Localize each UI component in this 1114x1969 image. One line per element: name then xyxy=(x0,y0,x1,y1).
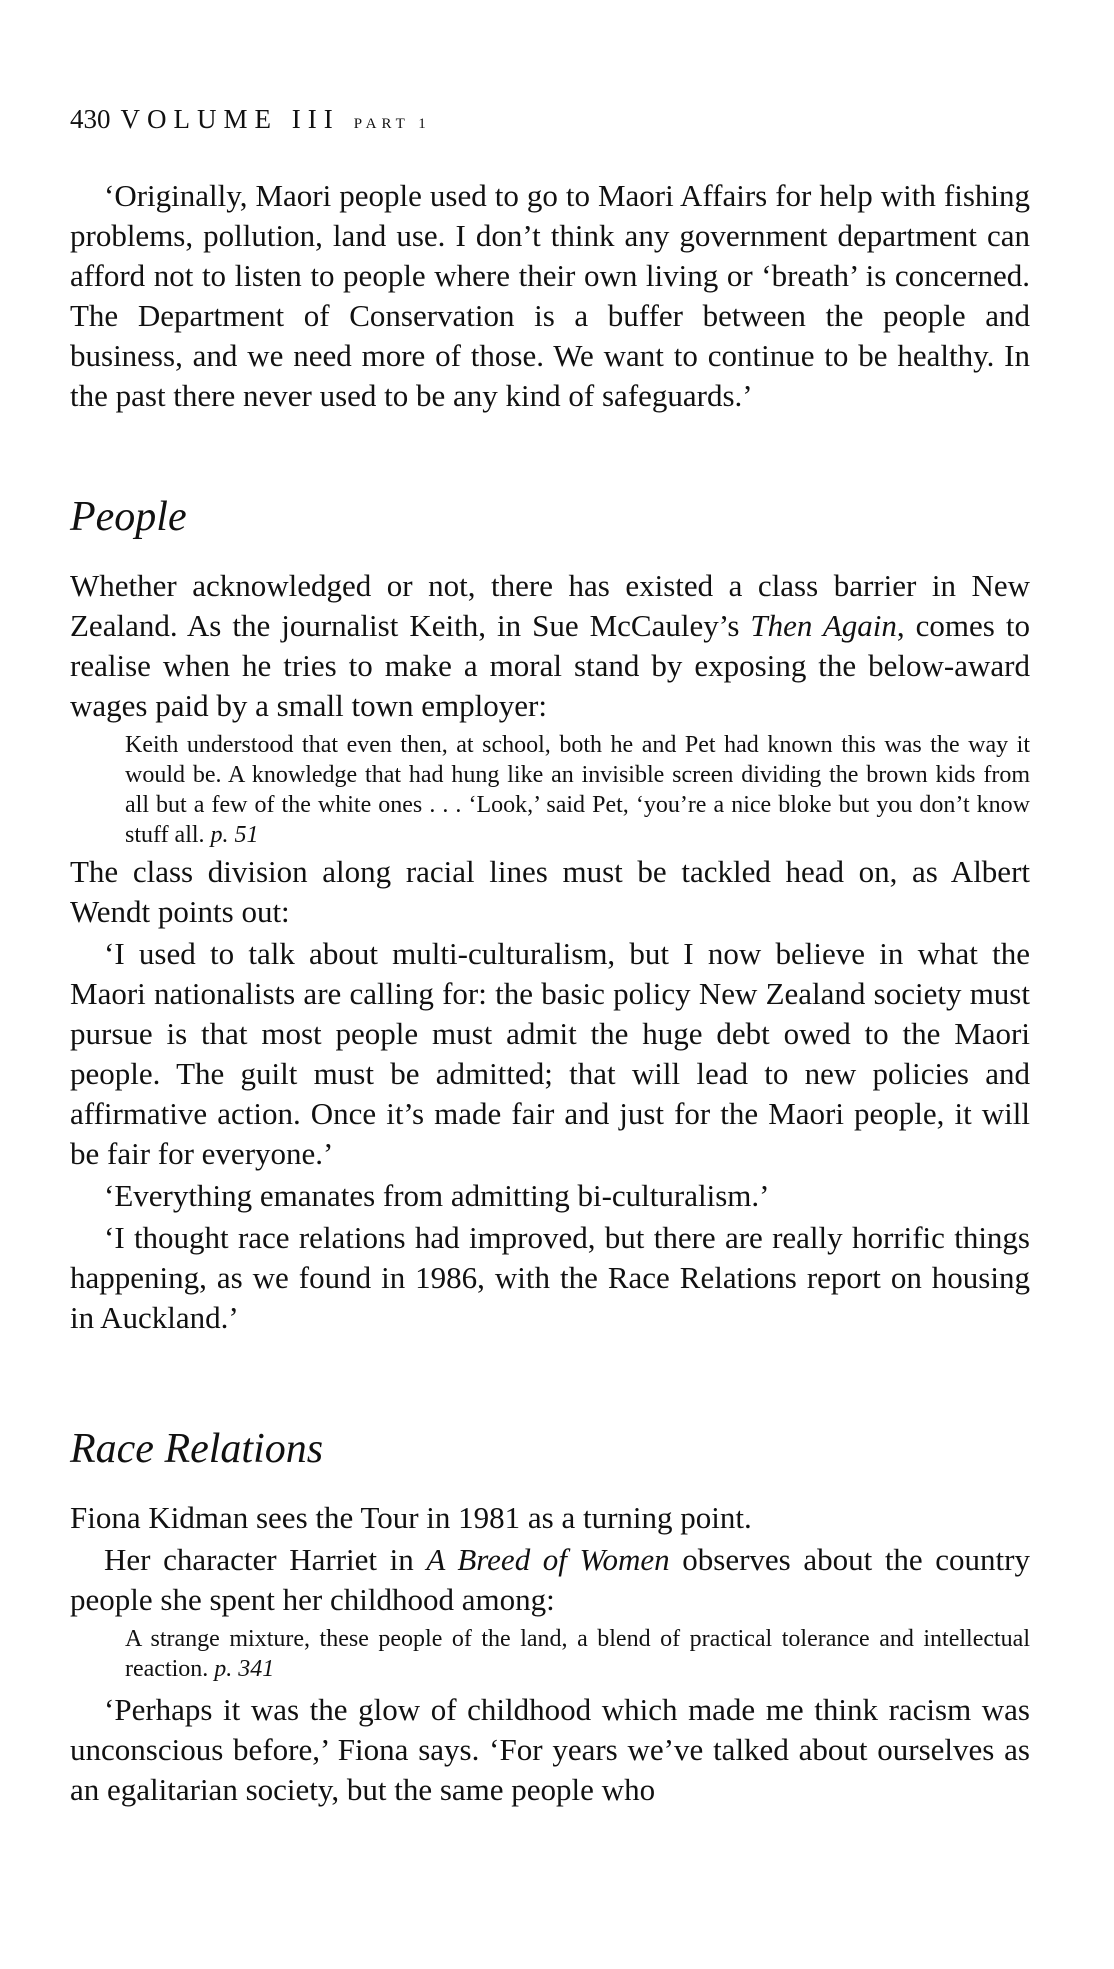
part-label: PART 1 xyxy=(353,116,431,132)
paragraph-4: ‘I used to talk about multi-culturalism, but I now believe in what the Maori nationalists are calling for: the basic policy New Zealand society must pursue is that most people must admit the huge debt owed to the Maori people. The guilt must be admitted; that will lead to new policies and affirmative action. Once it’s made fair and just for the Maori people, it will be fair for everyone.’ xyxy=(70,936,1030,1171)
block-quote-1-citation: p. 51 xyxy=(210,822,259,848)
opening-quote-block xyxy=(70,176,1030,416)
paragraph-2 xyxy=(70,566,1030,726)
block-quote-2-citation: p. 341 xyxy=(214,1656,275,1682)
paragraph-1: ‘Originally, Maori people used to go to Maori Affairs for help with fishing problems, pollution, land use. I don’t think any government department can afford not to listen to people where their own living or ‘breath’ is concerned. The Department of Conservation is a buffer between the people and business, and we need more of those. We want to continue to be healthy. In the past there never used to be any kind of safeguards.’ xyxy=(70,178,1030,413)
running-header xyxy=(70,104,431,135)
paragraph-5: ‘Everything emanates from admitting bi-culturalism.’ xyxy=(104,1178,770,1213)
paragraph-2-text-b: , comes to realise when he tries to make a moral stand by exposing the below-award wages paid by a small town employer: xyxy=(70,608,1030,723)
book-title-then-again: Then Again xyxy=(750,608,897,643)
book-title-a-breed-of-women: A Breed of Women xyxy=(426,1542,670,1577)
block-quote-2 xyxy=(125,1624,1030,1684)
paragraph-8 xyxy=(70,1540,1030,1620)
block-quote-1-text: Keith understood that even then, at school, both he and Pet had known this was the way it would be. A knowledge that had hung like an invisible screen dividing the brown kids from all but a few of the white ones . . . ‘Look,’ said Pet, ‘you’re a nice bloke but you don’t know stuff all. xyxy=(125,732,1030,848)
block-quote-2-text: A strange mixture, these people of the land, a blend of practical tolerance and intellectual reaction. xyxy=(125,1626,1030,1682)
paragraph-7: Fiona Kidman sees the Tour in 1981 as a turning point. xyxy=(70,1500,752,1535)
paragraph-6: ‘I thought race relations had improved, but there are really horrific things happening, as we found in 1986, with the Race Relations report on housing in Auckland.’ xyxy=(70,1220,1030,1335)
paragraph-2-text-a: Whether acknowledged or not, there has existed a class barrier in New Zealand. As the journalist Keith, in Sue McCauley’s xyxy=(70,568,1030,643)
section-heading-race-relations: Race Relations xyxy=(70,1426,324,1472)
paragraph-8-text-b: observes about the country people she spent her childhood among: xyxy=(70,1542,1030,1617)
page-number: 430 xyxy=(70,104,111,134)
race-relations-section xyxy=(70,1498,1030,1810)
block-quote-1 xyxy=(125,730,1030,850)
people-section xyxy=(70,566,1030,1338)
paragraph-8-text-a: Her character Harriet in xyxy=(104,1542,427,1577)
paragraph-3: The class division along racial lines must be tackled head on, as Albert Wendt points out: xyxy=(70,854,1030,929)
section-heading-people: People xyxy=(70,494,187,540)
volume-label: VOLUME III xyxy=(120,104,340,134)
paragraph-9: ‘Perhaps it was the glow of childhood which made me think racism was unconscious before,’ Fiona says. ‘For years we’ve talked about ourselves as an egalitarian society, but the same people who xyxy=(70,1692,1030,1807)
